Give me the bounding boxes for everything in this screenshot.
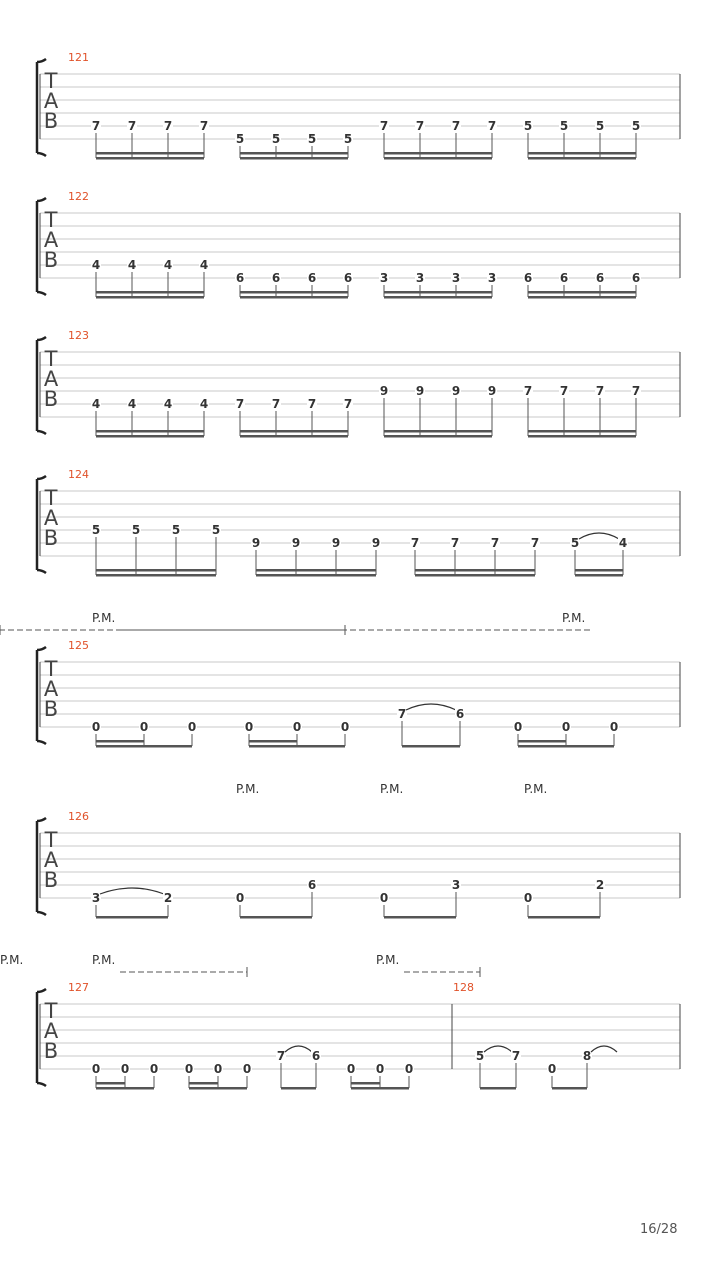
beam xyxy=(240,916,312,919)
tab-clef-letter: T xyxy=(44,69,58,93)
fret-number: 3 xyxy=(379,271,389,285)
fret-number: 2 xyxy=(163,891,173,905)
beam xyxy=(240,296,348,299)
fret-number: 0 xyxy=(91,720,101,734)
tab-clef-letter: A xyxy=(43,89,59,113)
fret-number: 0 xyxy=(340,720,350,734)
tie-arc xyxy=(484,1046,512,1052)
fret-number: 0 xyxy=(609,720,619,734)
tab-system xyxy=(0,953,680,1090)
fret-number: 7 xyxy=(631,384,641,398)
tab-clef-letter: B xyxy=(43,109,59,133)
beam xyxy=(189,1087,247,1090)
fret-number: 7 xyxy=(511,1049,521,1063)
fret-number: 0 xyxy=(346,1062,356,1076)
fret-number: 4 xyxy=(618,536,628,550)
beam xyxy=(96,430,204,433)
beam xyxy=(96,1082,125,1085)
fret-number: 3 xyxy=(451,271,461,285)
fret-number: 0 xyxy=(91,1062,101,1076)
fret-number: 9 xyxy=(371,536,381,550)
tab-clef-letter: A xyxy=(43,848,59,872)
fret-number: 3 xyxy=(487,271,497,285)
fret-number: 0 xyxy=(213,1062,223,1076)
fret-number: 6 xyxy=(523,271,533,285)
fret-number: 0 xyxy=(187,720,197,734)
tab-clef-letter: A xyxy=(43,506,59,530)
beam xyxy=(528,430,636,433)
fret-number: 7 xyxy=(276,1049,286,1063)
fret-number: 7 xyxy=(163,119,173,133)
fret-number: 7 xyxy=(451,119,461,133)
beam xyxy=(384,152,492,155)
fret-number: 3 xyxy=(415,271,425,285)
beam xyxy=(415,574,535,577)
fret-number: 0 xyxy=(184,1062,194,1076)
tie-arc xyxy=(579,533,619,539)
fret-number: 0 xyxy=(404,1062,414,1076)
tab-clef-letter: A xyxy=(43,1019,59,1043)
beam xyxy=(384,435,492,438)
beam xyxy=(240,435,348,438)
fret-number: 3 xyxy=(91,891,101,905)
beam xyxy=(96,916,168,919)
fret-number: 5 xyxy=(343,132,353,146)
fret-number: 7 xyxy=(559,384,569,398)
beam xyxy=(528,916,600,919)
fret-number: 0 xyxy=(292,720,302,734)
beam xyxy=(96,569,216,572)
beam xyxy=(575,574,623,577)
beam xyxy=(249,740,297,743)
fret-number: 6 xyxy=(343,271,353,285)
fret-number: 7 xyxy=(415,119,425,133)
palm-mute-label: P.M. xyxy=(92,953,116,967)
fret-number: 5 xyxy=(475,1049,485,1063)
fret-number: 4 xyxy=(91,397,101,411)
measure-number: 122 xyxy=(68,190,89,203)
fret-number: 0 xyxy=(244,720,254,734)
fret-number: 6 xyxy=(631,271,641,285)
tab-system xyxy=(37,329,680,438)
fret-number: 9 xyxy=(487,384,497,398)
tab-clef-letter: B xyxy=(43,1039,59,1063)
fret-number: 4 xyxy=(199,397,209,411)
beam xyxy=(96,152,204,155)
beam xyxy=(96,296,204,299)
measure-number: 126 xyxy=(68,810,89,823)
beam xyxy=(256,569,376,572)
beam xyxy=(480,1087,516,1090)
tab-clef-letter: T xyxy=(44,347,58,371)
measure-number: 125 xyxy=(68,639,89,652)
fret-number: 4 xyxy=(163,258,173,272)
fret-number: 8 xyxy=(582,1049,592,1063)
fret-number: 4 xyxy=(127,258,137,272)
fret-number: 7 xyxy=(343,397,353,411)
tab-clef-letter: T xyxy=(44,999,58,1023)
beam xyxy=(240,152,348,155)
beam xyxy=(249,745,345,748)
fret-number: 6 xyxy=(271,271,281,285)
beam xyxy=(240,157,348,160)
fret-number: 9 xyxy=(331,536,341,550)
palm-mute-label: P.M. xyxy=(562,611,586,625)
fret-number: 6 xyxy=(559,271,569,285)
fret-number: 4 xyxy=(199,258,209,272)
tie-arc xyxy=(591,1046,617,1052)
measure-number: 124 xyxy=(68,468,89,481)
measure-number: 128 xyxy=(453,981,474,994)
fret-number: 6 xyxy=(595,271,605,285)
palm-mute-label: P.M. xyxy=(0,953,24,967)
fret-number: 9 xyxy=(291,536,301,550)
fret-number: 3 xyxy=(451,878,461,892)
fret-number: 7 xyxy=(271,397,281,411)
fret-number: 5 xyxy=(559,119,569,133)
beam xyxy=(281,1087,316,1090)
fret-number: 5 xyxy=(211,523,221,537)
fret-number: 7 xyxy=(127,119,137,133)
beam xyxy=(384,296,492,299)
tab-system xyxy=(37,190,680,299)
fret-number: 0 xyxy=(120,1062,130,1076)
fret-number: 5 xyxy=(271,132,281,146)
fret-number: 7 xyxy=(410,536,420,550)
tab-clef-letter: B xyxy=(43,248,59,272)
beam xyxy=(351,1082,380,1085)
beam xyxy=(518,745,614,748)
palm-mute-label: P.M. xyxy=(92,611,116,625)
tab-clef-letter: T xyxy=(44,657,58,681)
beam xyxy=(384,291,492,294)
beam xyxy=(402,745,460,748)
beam xyxy=(384,916,456,919)
fret-number: 5 xyxy=(235,132,245,146)
fret-number: 0 xyxy=(547,1062,557,1076)
fret-number: 5 xyxy=(523,119,533,133)
tab-clef-letter: A xyxy=(43,677,59,701)
palm-mute-label: P.M. xyxy=(376,953,400,967)
measure-number: 127 xyxy=(68,981,89,994)
fret-number: 4 xyxy=(127,397,137,411)
fret-number: 5 xyxy=(631,119,641,133)
beam xyxy=(415,569,535,572)
fret-number: 5 xyxy=(595,119,605,133)
fret-number: 0 xyxy=(379,891,389,905)
measure-number: 123 xyxy=(68,329,89,342)
beam xyxy=(384,430,492,433)
beam xyxy=(189,1082,218,1085)
palm-mute-label: P.M. xyxy=(380,782,404,796)
page-number: 16/28 xyxy=(640,1222,678,1237)
fret-number: 7 xyxy=(450,536,460,550)
fret-number: 4 xyxy=(91,258,101,272)
tab-clef-letter: A xyxy=(43,367,59,391)
tab-clef-letter: T xyxy=(44,828,58,852)
tab-clef-letter: B xyxy=(43,868,59,892)
beam xyxy=(96,574,216,577)
fret-number: 7 xyxy=(523,384,533,398)
fret-number: 7 xyxy=(487,119,497,133)
beam xyxy=(528,435,636,438)
fret-number: 5 xyxy=(570,536,580,550)
tab-system xyxy=(0,611,680,748)
beam xyxy=(351,1087,409,1090)
fret-number: 2 xyxy=(595,878,605,892)
fret-number: 7 xyxy=(397,707,407,721)
fret-number: 6 xyxy=(235,271,245,285)
beam xyxy=(240,291,348,294)
beam xyxy=(96,157,204,160)
fret-number: 0 xyxy=(149,1062,159,1076)
fret-number: 0 xyxy=(513,720,523,734)
palm-mute-label: P.M. xyxy=(524,782,548,796)
beam xyxy=(528,157,636,160)
tab-clef-letter: B xyxy=(43,387,59,411)
fret-number: 7 xyxy=(307,397,317,411)
beam xyxy=(518,740,566,743)
tab-clef-letter: T xyxy=(44,208,58,232)
fret-number: 9 xyxy=(379,384,389,398)
beam xyxy=(96,435,204,438)
beam xyxy=(552,1087,587,1090)
measure-number: 121 xyxy=(68,51,89,64)
beam xyxy=(96,740,144,743)
tab-clef-letter: B xyxy=(43,697,59,721)
beam xyxy=(528,296,636,299)
beam xyxy=(96,745,192,748)
fret-number: 7 xyxy=(490,536,500,550)
beam xyxy=(528,152,636,155)
fret-number: 0 xyxy=(561,720,571,734)
fret-number: 6 xyxy=(311,1049,321,1063)
tie-arc xyxy=(100,888,164,894)
fret-number: 9 xyxy=(415,384,425,398)
fret-number: 0 xyxy=(375,1062,385,1076)
fret-number: 4 xyxy=(163,397,173,411)
beam xyxy=(384,157,492,160)
fret-number: 0 xyxy=(523,891,533,905)
fret-number: 7 xyxy=(91,119,101,133)
fret-number: 5 xyxy=(307,132,317,146)
tie-arc xyxy=(406,704,456,710)
beam xyxy=(96,1087,154,1090)
beam xyxy=(256,574,376,577)
beam xyxy=(240,430,348,433)
fret-number: 5 xyxy=(91,523,101,537)
fret-number: 9 xyxy=(451,384,461,398)
palm-mute-label: P.M. xyxy=(236,782,260,796)
tab-clef-letter: A xyxy=(43,228,59,252)
fret-number: 0 xyxy=(235,891,245,905)
tab-clef-letter: B xyxy=(43,526,59,550)
fret-number: 7 xyxy=(530,536,540,550)
beam xyxy=(96,291,204,294)
beam xyxy=(528,291,636,294)
tab-system xyxy=(37,782,680,919)
fret-number: 6 xyxy=(307,271,317,285)
tie-arc xyxy=(285,1046,312,1052)
beam xyxy=(575,569,623,572)
fret-number: 7 xyxy=(199,119,209,133)
fret-number: 7 xyxy=(595,384,605,398)
fret-number: 9 xyxy=(251,536,261,550)
fret-number: 5 xyxy=(171,523,181,537)
fret-number: 6 xyxy=(307,878,317,892)
fret-number: 0 xyxy=(242,1062,252,1076)
tab-system xyxy=(37,468,680,577)
fret-number: 6 xyxy=(455,707,465,721)
tab-system xyxy=(37,51,680,160)
fret-number: 5 xyxy=(131,523,141,537)
fret-number: 7 xyxy=(235,397,245,411)
fret-number: 0 xyxy=(139,720,149,734)
tab-clef-letter: T xyxy=(44,486,58,510)
fret-number: 7 xyxy=(379,119,389,133)
